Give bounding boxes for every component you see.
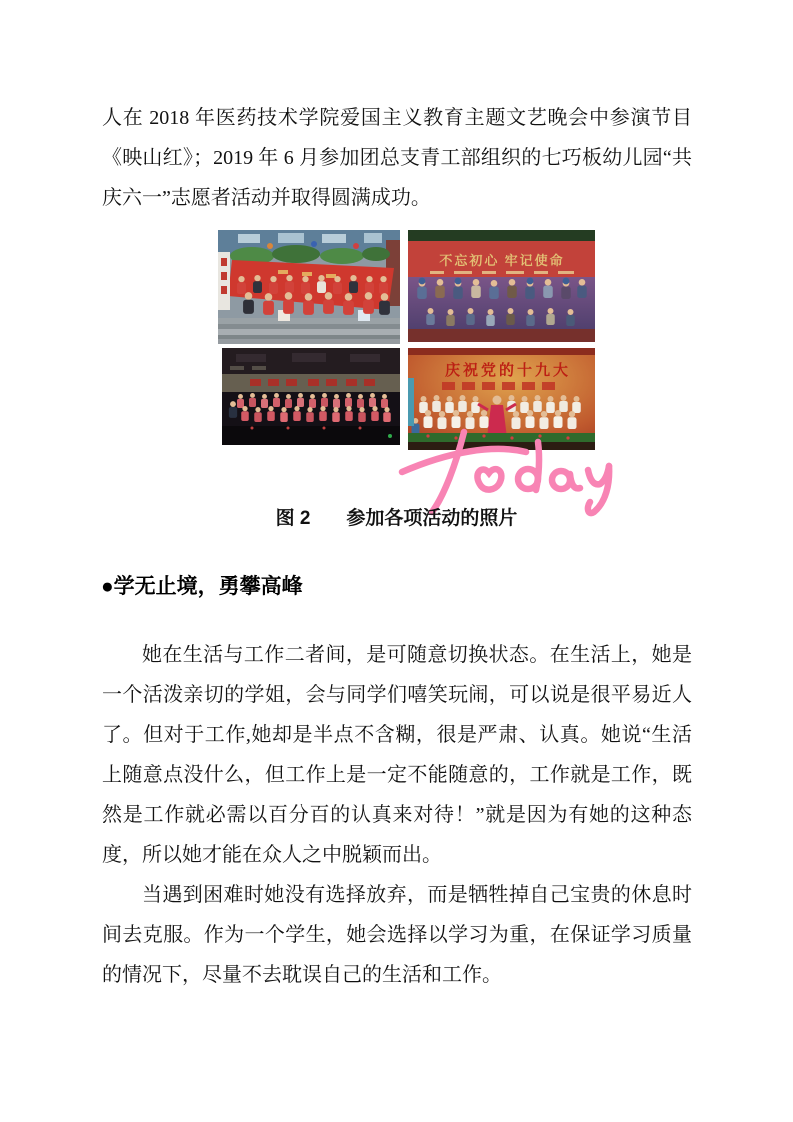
photo-volunteer-group: [218, 230, 400, 344]
body-paragraph: 当遇到困难时她没有选择放弃，而是牺牲掉自己宝贵的休息时间去克服。作为一个学生，她会选择以学习为重，在保证学习质量的情况下，尽量不去耽误自己的生活和工作。: [102, 884, 692, 986]
figure-photo-collage: [218, 230, 595, 452]
photo2-banner-text: 不忘初心 牢记使命: [439, 253, 565, 268]
today-handwriting-overlay: [398, 422, 613, 517]
photo4-banner-text: 庆祝党的十九大: [444, 363, 572, 379]
section-heading: ●学无止境，勇攀高峰: [101, 575, 303, 598]
figure-caption: [0, 506, 793, 532]
section-body: [102, 635, 692, 995]
figure-caption-title: 参加各项活动的照片: [346, 508, 518, 529]
photo-stage-costume-group: [408, 230, 595, 342]
intro-paragraph: 人在 2018 年医药技术学院爱国主义教育主题文艺晚会中参演节目《映山红》；2019 年 6 月参加团总支青工部组织的七巧板幼儿园“共庆六一”志愿者活动并取得圆满成功。: [102, 107, 692, 209]
figure-caption-label: 图 2: [275, 508, 311, 529]
photo-choir-dark-stage: [222, 348, 400, 445]
body-paragraph: 她在生活与工作二者间，是可随意切换状态。在生活上，她是一个活泼亲切的学姐，会与同学们嘻笑玩闹，可以说是很平易近人了。但对于工作,她却是半点不含糊，很是严肃、认真。她说“生活上随意点没什么，但工作上是一定不能随意的，工作就是工作，既然是工作就必需以百分百的认真来对待！”就是因为有她的这种态度，所以她才能在众人之中脱颖而出。: [102, 644, 692, 866]
